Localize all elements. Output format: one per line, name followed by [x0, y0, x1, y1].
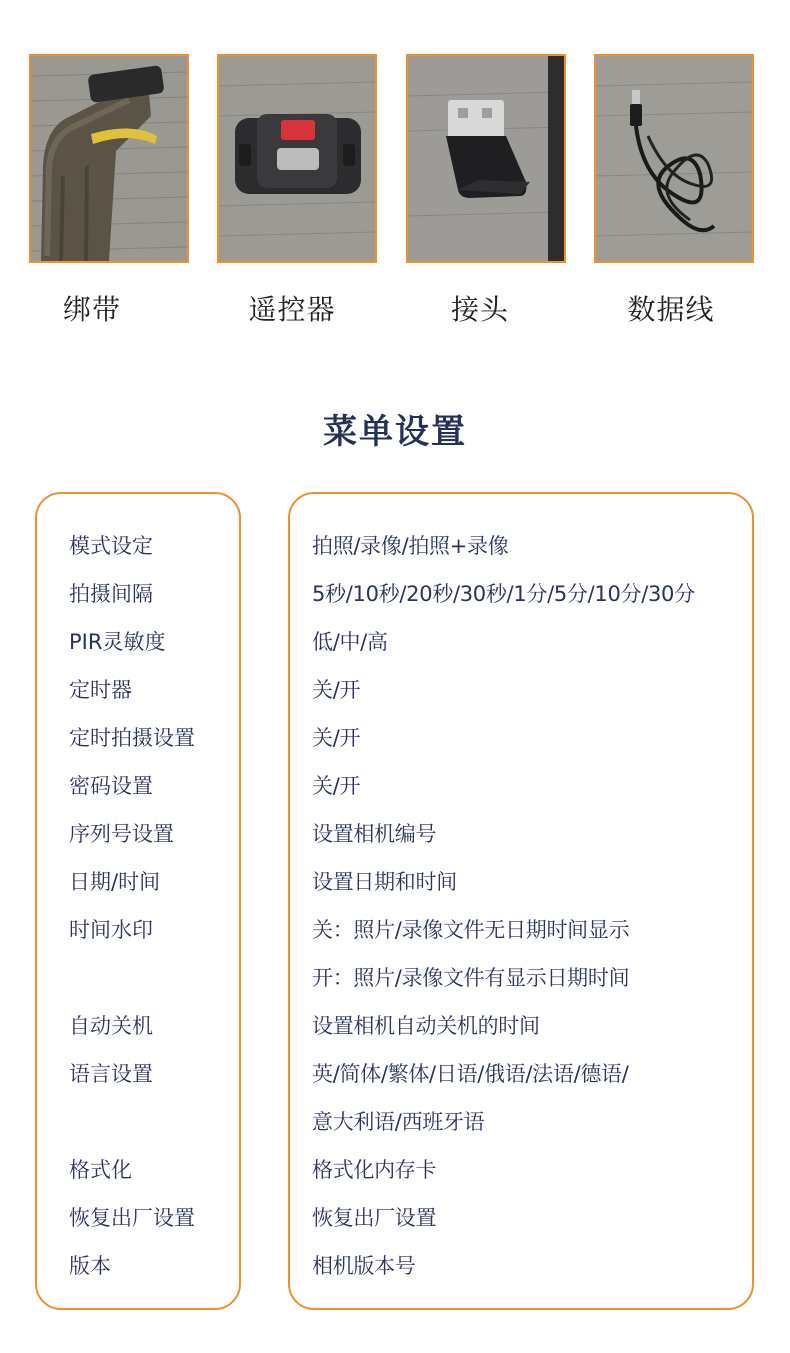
setting-name: 序列号设置: [69, 822, 174, 846]
setting-value: 关/开: [312, 774, 361, 798]
adapter-caption: 接头: [450, 293, 509, 326]
setting-name: 定时器: [69, 678, 132, 702]
card-reader-icon: [408, 56, 564, 261]
setting-value: 开：照片/录像文件有显示日期时间: [312, 966, 630, 990]
setting-value: 设置相机自动关机的时间: [312, 1014, 540, 1038]
setting-value: 设置相机编号: [312, 822, 437, 846]
setting-name: 密码设置: [69, 774, 153, 798]
menu-settings-title: 菜单设置: [323, 412, 467, 452]
strap-caption: 绑带: [62, 293, 121, 326]
usb-cable-icon: [596, 56, 752, 261]
setting-name: 语言设置: [69, 1062, 153, 1086]
setting-value: 英/简体/繁体/日语/俄语/法语/德语/: [312, 1062, 629, 1086]
setting-value: 相机版本号: [312, 1254, 416, 1278]
setting-value: 5秒/10秒/20秒/30秒/1分/5分/10分/30分: [312, 582, 695, 606]
setting-name: 日期/时间: [69, 870, 161, 894]
remote-icon: [219, 56, 375, 261]
card-reader-photo: [406, 54, 566, 263]
strap-photo: [29, 54, 189, 263]
setting-name: 时间水印: [69, 918, 153, 942]
setting-value: 关：照片/录像文件无日期时间显示: [312, 918, 630, 942]
setting-values-panel: [288, 492, 754, 1310]
setting-value: 意大利语/西班牙语: [312, 1110, 485, 1134]
remote-photo: [217, 54, 377, 263]
setting-names-panel: [35, 492, 241, 1310]
setting-name: 模式设定: [69, 534, 153, 558]
setting-name: 格式化: [69, 1158, 132, 1182]
usb-cable-photo: [594, 54, 754, 263]
remote-caption: 遥控器: [248, 293, 336, 326]
setting-name: PIR灵敏度: [69, 630, 166, 654]
strap-icon: [31, 56, 187, 261]
cable-caption: 数据线: [627, 293, 715, 326]
setting-name: 自动关机: [69, 1014, 153, 1038]
setting-name: 定时拍摄设置: [69, 726, 195, 750]
setting-value: 拍照/录像/拍照+录像: [312, 534, 509, 558]
setting-value: 低/中/高: [312, 630, 388, 654]
setting-value: 恢复出厂设置: [312, 1206, 437, 1230]
setting-value: 关/开: [312, 726, 361, 750]
setting-name: 拍摄间隔: [69, 582, 153, 606]
setting-name: 恢复出厂设置: [69, 1206, 195, 1230]
setting-name: 版本: [69, 1254, 111, 1278]
setting-value: 设置日期和时间: [312, 870, 457, 894]
setting-value: 格式化内存卡: [312, 1158, 437, 1182]
setting-value: 关/开: [312, 678, 361, 702]
